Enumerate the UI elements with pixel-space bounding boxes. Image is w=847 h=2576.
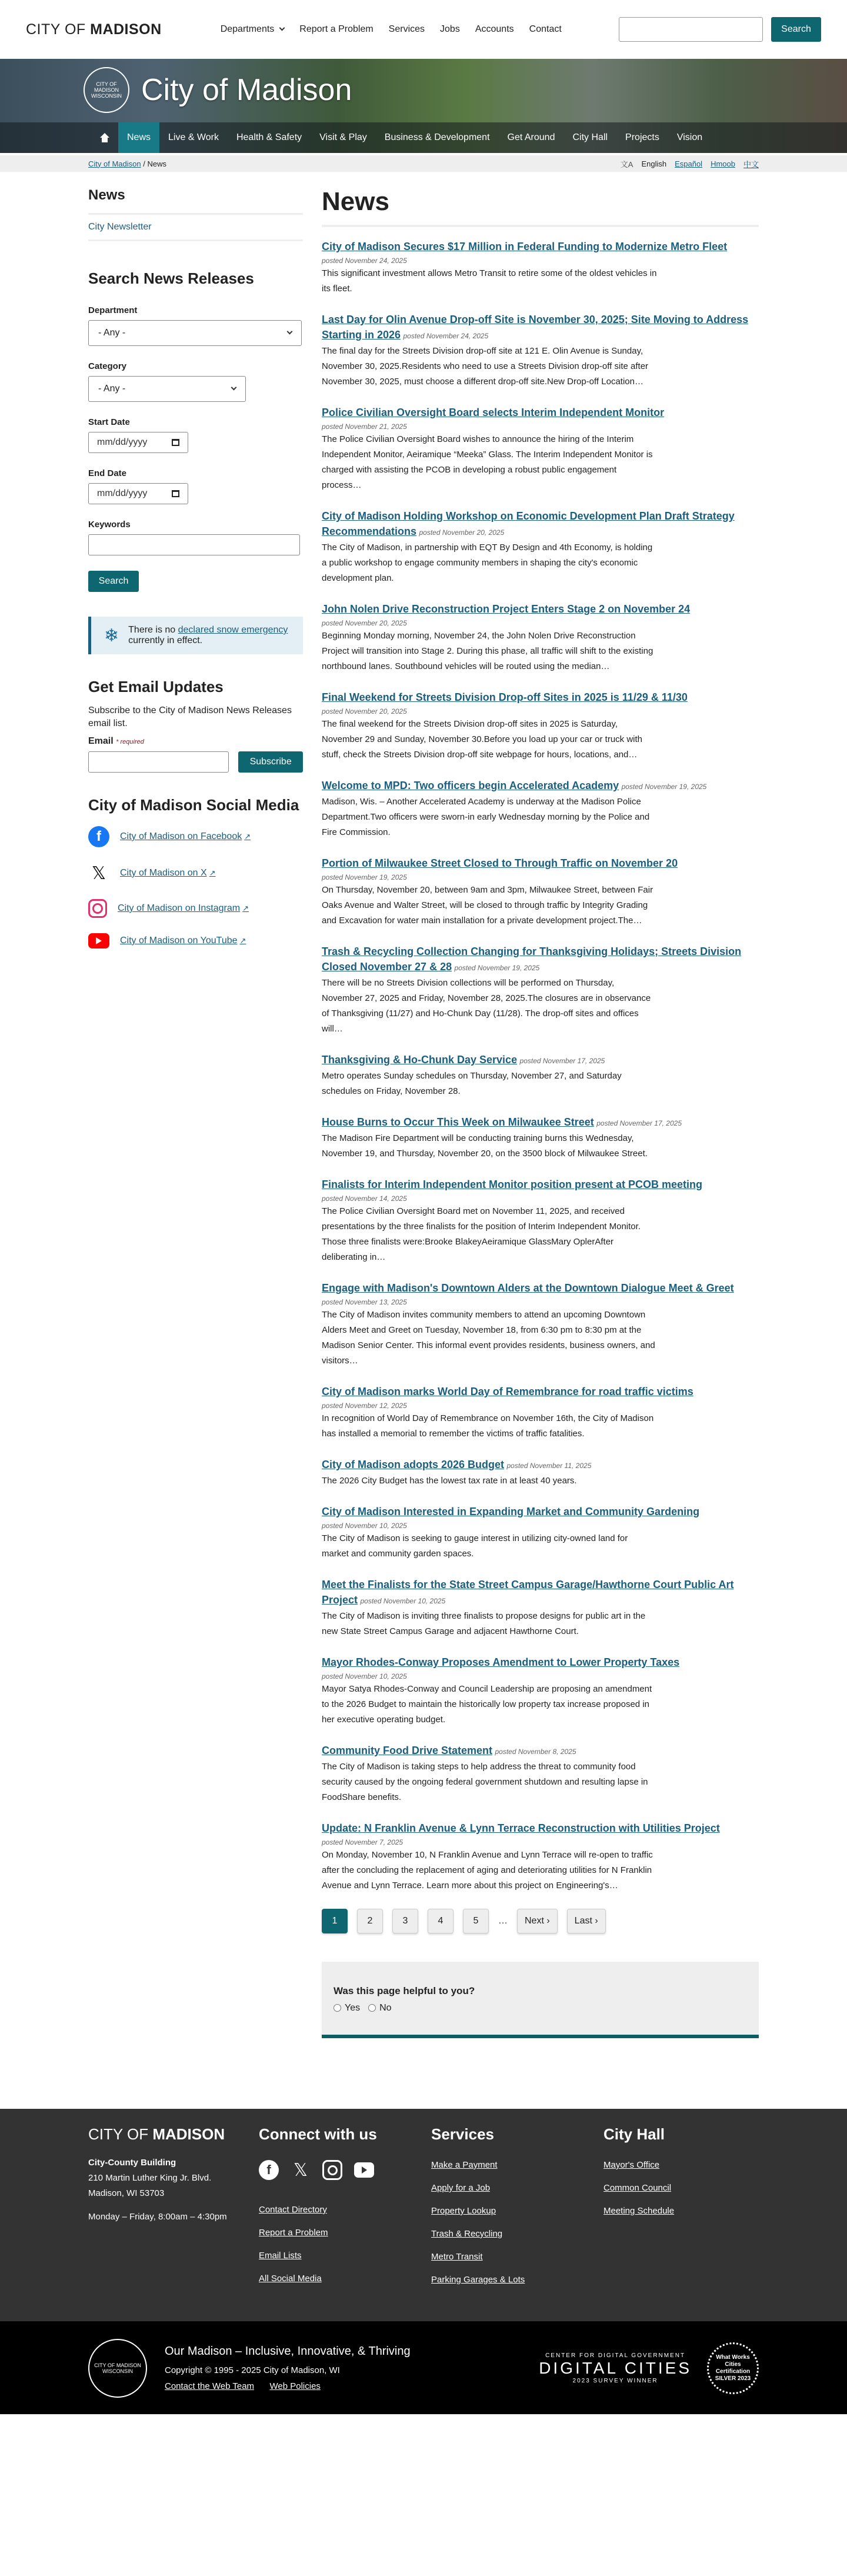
nav-get-around[interactable]: Get Around [507,132,555,142]
main-nav [0,122,847,153]
news-summary: The City of Madison invites community members to attend an upcoming Downtown Alders Meet and Greet on Tuesday, November 18, from 6:30 pm to 8:30 pm at the Madison Senior Center. This informal event provides residents, business owners, and visitors… [322,1310,655,1366]
footer-contact: CITY OF MADISON City-County Building 210 Martin Luther King Jr. Blvd. Madison, WI 53703 Monday – Friday, 8:00am – 4:30pm [88,2125,259,2298]
footer-link-property[interactable]: Property Lookup [431,2206,496,2216]
top-header [0,0,847,59]
what-works-cities-badge: What Works Cities Certification SILVER 2023 [707,2342,759,2394]
news-summary: The City of Madison is taking steps to help address the threat to community food security caused by the ongoing federal government shutdown and resulting lapse in FoodShare benefits. [322,1762,648,1802]
news-date: posted November 24, 2025 [403,332,489,340]
page-4[interactable]: 4 [428,1909,453,1933]
news-main [322,187,759,2109]
news-date: posted November 20, 2025 [322,619,407,627]
news-item [322,239,759,297]
footer-link-contact-directory[interactable]: Contact Directory [259,2205,327,2215]
nav-vision[interactable]: Vision [676,132,703,142]
footer-link-council[interactable]: Common Council [603,2183,672,2193]
news-date: posted November 17, 2025 [519,1057,605,1065]
nav-city-hall[interactable]: City Hall [572,132,608,142]
instagram-icon[interactable] [322,2160,342,2180]
footer-services: Services Make a Payment Apply for a Job Property Lookup Trash & Recycling Metro Transit Parking Garages & Lots [431,2125,603,2298]
news-summary: The 2026 City Budget has the lowest tax rate in at least 40 years. [322,1476,577,1486]
nav-live-work[interactable]: Live & Work [168,132,219,142]
youtube-icon [88,933,109,948]
chevron-down-icon [287,328,293,334]
instagram-icon [88,899,107,918]
site-search-button[interactable]: Search [771,17,821,42]
footer-connect: Connect with us f 𝕏 Contact Directory Report a Problem Email Lists All Social Media [259,2125,431,2298]
category-select[interactable]: - Any - [88,376,246,402]
footer-city-hall: City Hall Mayor's Office Common Council Meeting Schedule [603,2125,675,2216]
x-icon[interactable]: 𝕏 [293,2160,308,2180]
top-nav [221,24,562,35]
awards [539,2342,759,2394]
news-date: posted November 24, 2025 [322,257,407,265]
footer-link-mayor[interactable]: Mayor's Office [603,2160,660,2170]
news-item [322,1114,759,1161]
news-date: posted November 20, 2025 [322,707,407,715]
breadcrumb-current: News [147,159,166,168]
radio-icon [334,2004,341,2012]
footer-link-parking[interactable]: Parking Garages & Lots [431,2275,525,2285]
page-5[interactable]: 5 [463,1909,489,1933]
next-page-button[interactable]: Next › [517,1909,558,1933]
news-item [322,601,759,674]
facebook-icon: f [88,826,109,847]
feedback-box: Was this page helpful to you? Yes No [322,1962,759,2038]
news-summary: The final weekend for the Streets Division drop-off sites in 2025 is Saturday, November 29 and Sunday, November 30.Before you load up your car or truck with stuff, check the Streets Division drop-off site webpage for hours, locations, and… [322,719,643,760]
contact-web-team-link[interactable]: Contact the Web Team [165,2381,255,2391]
news-date: posted November 10, 2025 [360,1597,446,1605]
snowflake-icon: ❄ [104,625,119,645]
news-item [322,1177,759,1265]
page-1[interactable]: 1 [322,1909,348,1933]
feedback-no[interactable]: No [368,2003,391,2013]
news-summary: The Police Civilian Oversight Board wishes to announce the hiring of the Interim Independent Monitor, Aeiramique “Meeka” Glass. The Interim Independent Monitor is charged with assisting the PCOB in developing a robust public engagement process… [322,434,653,490]
nav-visit-play[interactable]: Visit & Play [319,132,367,142]
news-summary: This significant investment allows Metro Transit to retire some of the oldest vehicles in its fleet. [322,268,657,294]
news-item [322,1384,759,1442]
external-link-icon: ↗ [209,868,216,877]
sidebar-link-newsletter[interactable]: City Newsletter [88,222,152,232]
news-summary: In recognition of World Day of Remembrance on November 16th, the City of Madison has installed a memorial to remember the victims of traffic fatalities. [322,1413,654,1439]
news-summary: Beginning Monday morning, November 24, the John Nolen Drive Reconstruction Project will transition into Stage 2. During this phase, all traffic will shift to the existing northbound lanes. Southbound vehicles will be routed using the median… [322,631,653,671]
pagination [322,1909,759,1933]
youtube-icon[interactable] [354,2162,374,2178]
news-date: posted November 19, 2025 [621,783,707,791]
external-link-icon: ↗ [244,832,251,841]
translate-icon: 文A [620,159,633,169]
news-item [322,1457,759,1489]
news-item [322,1743,759,1805]
news-summary: On Thursday, November 20, between 9am and 3pm, Milwaukee Street, between Fair Oaks Avenue and Walter Street, will be closed to through traffic by Integrity Grading and Excavation for water main installation for a private development project.The… [322,885,653,926]
nav-departments[interactable]: Departments [221,24,285,35]
breadcrumb: City of Madison / News [88,159,166,168]
news-title-link[interactable]: Portion of Milwaukee Street Closed to Through Traffic on November 20 [322,857,678,869]
news-title-link[interactable]: City of Madison adopts 2026 Budget [322,1459,505,1470]
breadcrumb-home[interactable]: City of Madison [88,159,141,168]
nav-health-safety[interactable]: Health & Safety [236,132,302,142]
last-page-button[interactable]: Last › [567,1909,606,1933]
lang-chinese[interactable]: 中文 [743,159,759,169]
x-icon: 𝕏 [91,863,106,883]
email-input[interactable] [88,751,229,773]
snow-emergency-notice: ❄ There is no declared snow emergency currently in effect. [88,617,303,654]
news-title-link[interactable]: Final Weekend for Streets Division Drop-off Sites in 2025 is 11/29 & 11/30 [322,691,688,703]
feedback-yes[interactable]: Yes [334,2003,360,2013]
news-item [322,1655,759,1728]
news-item [322,405,759,493]
news-title-link[interactable]: City of Madison Secures $17 Million in Federal Funding to Modernize Metro Fleet [322,241,728,252]
start-date-input[interactable]: mm/dd/yyyy [88,432,188,453]
external-link-icon: ↗ [239,936,246,945]
footer-link-payment[interactable]: Make a Payment [431,2160,498,2170]
language-switcher [621,158,759,169]
lang-espanol[interactable]: Español [675,159,703,168]
news-date: posted November 10, 2025 [322,1672,407,1680]
news-title-link[interactable]: Community Food Drive Statement [322,1745,493,1756]
news-summary: Madison, Wis. – Another Accelerated Academy is underway at the Madison Police Department.Two officers were sworn-in early Wednesday morning by the Police and Fire Commission. [322,797,650,837]
calendar-icon[interactable] [172,490,179,497]
snow-emergency-link[interactable]: declared snow emergency [178,625,288,635]
radio-icon [368,2004,376,2012]
news-summary: The City of Madison, in partnership with EQT By Design and 4th Economy, is holding a public workshop to engage community members in shaping the city's economic development plan. [322,543,653,583]
news-item [322,1577,759,1639]
news-summary: There will be no Streets Division collections will be performed on Thursday, November 27, 2025 and Friday, November 28, 2025.The closures are in observance of Thanksgiving (11/27) and Ho-Chunk Day (11/28). The drop-off sites and offices will… [322,978,651,1034]
search-news-title: Search News Releases [88,269,254,287]
bottom-bar: CITY OF MADISON WISCONSIN Our Madison – Inclusive, Innovative, & Thriving Copyright © 1995 - 2025 City of Madison, WI Contact the Web Team Web Policies CENTER FOR DIGITAL GOVERNMENT DIGITAL CITIES 2023 SURVEY WINNER What Works Cities Certification SILVER 2023 [0,2321,847,2414]
nav-news[interactable]: News [118,122,159,153]
calendar-icon[interactable] [172,439,179,446]
news-date: posted November 14, 2025 [322,1194,407,1203]
news-date: posted November 17, 2025 [596,1119,682,1127]
news-summary: The final day for the Streets Division drop-off site at 121 E. Olin Avenue is Sunday, November 30, 2025.Residents who need to use a Streets Division drop-off site after November 30, 2025, must choose a different drop-off site.New Drop-off Location… [322,346,649,387]
news-date: posted November 21, 2025 [322,422,407,431]
social-link-instagram[interactable]: City of Madison on Instagram ↗ [118,903,249,913]
footer-link-report-problem[interactable]: Report a Problem [259,2228,328,2238]
news-title-link[interactable]: Police Civilian Oversight Board selects Interim Independent Monitor [322,407,665,418]
news-title-link[interactable]: Finalists for Interim Independent Monitor position present at PCOB meeting [322,1179,703,1190]
sidebar: News City Newsletter Search News Releases Department - Any - Category - Any - Start Date mm/dd/yyyy End Date mm/dd/yyyy Keywords Search ❄ There is no declared snow emergency currently in effect. Get Email Updates Subscribe to the City of Madison News Releases email list. Email * required Subscribe City of Madison Social Media f City of Madison on Facebook ↗ 𝕏 City of Madison on X ↗ City of Madison on Instagram ↗ City of Madison on YouTube ↗ [88,187,303,2109]
news-summary: The Madison Fire Department will be conducting training burns this Wednesday, November 19, and Thursday, November 20, on the 3500 block of Milwaukee Street. [322,1133,648,1159]
news-title-link[interactable]: Update: N Franklin Avenue & Lynn Terrace Reconstruction with Utilities Project [322,1822,720,1834]
social-media: City of Madison Social Media f City of Madison on Facebook ↗ 𝕏 City of Madison on X ↗ City of Madison on Instagram ↗ City of Madison on YouTube ↗ [88,796,303,948]
lang-english: English [641,159,667,168]
nav-projects[interactable]: Projects [625,132,659,142]
sidebar-title: News [88,187,125,203]
news-summary: Mayor Satya Rhodes-Conway and Council Leadership are proposing an amendment to the 2026 Budget to maintain the historically low property tax increase proposed in her executive operating budget. [322,1684,652,1725]
news-title-link[interactable]: Meet the Finalists for the State Street Campus Garage/Hawthorne Court Public Art Project [322,1579,734,1606]
news-item [322,690,759,763]
news-search-button[interactable]: Search [88,571,139,592]
nav-home[interactable] [91,122,118,153]
news-date: posted November 7, 2025 [322,1838,404,1846]
department-select[interactable]: - Any - [88,320,302,346]
breadcrumb-bar [0,153,847,172]
news-title-link[interactable]: Last Day for Olin Avenue Drop-off Site is November 30, 2025; Site Moving to Address Starting in 2026 [322,314,749,341]
keywords-input[interactable] [88,534,300,555]
city-seal-icon: CITY OF MADISON WISCONSIN [84,67,129,113]
city-logo[interactable]: CITY OF MADISON [26,21,162,38]
news-summary: The City of Madison is seeking to gauge interest in utilizing city-owned land for market and community garden spaces. [322,1533,628,1559]
subscribe-button[interactable]: Subscribe [238,751,303,773]
hero-title: City of Madison [141,73,352,107]
news-item [322,508,759,586]
social-link-x[interactable]: City of Madison on X ↗ [120,868,216,878]
news-item [322,1820,759,1893]
news-item [322,856,759,928]
page-2[interactable]: 2 [357,1909,383,1933]
news-date: posted November 20, 2025 [419,528,505,537]
nav-business-development[interactable]: Business & Development [384,132,490,142]
news-date: posted November 19, 2025 [322,873,407,881]
site-search-input[interactable] [619,17,763,42]
lang-hmoob[interactable]: Hmoob [711,159,735,168]
news-title-link[interactable]: John Nolen Drive Reconstruction Project Enters Stage 2 on November 24 [322,603,691,615]
news-title-link[interactable]: Engage with Madison's Downtown Alders at the Downtown Dialogue Meet & Greet [322,1282,734,1294]
news-date: posted November 19, 2025 [454,964,540,972]
footer-logo: CITY OF MADISON [88,2125,225,2143]
news-item [322,1504,759,1562]
news-title-link[interactable]: House Burns to Occur This Week on Milwaukee Street [322,1116,594,1128]
city-seal-icon: CITY OF MADISON WISCONSIN [88,2339,147,2398]
footer-link-email-lists[interactable]: Email Lists [259,2251,302,2261]
news-title-link[interactable]: City of Madison Interested in Expanding Market and Community Gardening [322,1506,700,1517]
footer-link-metro[interactable]: Metro Transit [431,2252,483,2262]
nav-accounts[interactable]: Accounts [475,24,514,34]
hero-banner [0,59,847,153]
news-title-link[interactable]: Thanksgiving & Ho-Chunk Day Service [322,1054,518,1066]
web-policies-link[interactable]: Web Policies [269,2381,321,2391]
page-3[interactable]: 3 [392,1909,418,1933]
news-title-link[interactable]: City of Madison Holding Workshop on Economic Development Plan Draft Strategy Recommendations [322,510,735,537]
news-date: posted November 12, 2025 [322,1402,407,1410]
news-summary: The Police Civilian Oversight Board met on November 11, 2025, and received presentations by the three finalists for the position of Interim Independent Monitor. Those three finalists were:Brooke BlakeyAeiramique GlassMary OplerAfter deliberating in… [322,1206,641,1262]
news-item [322,312,759,390]
social-link-facebook[interactable]: City of Madison on Facebook ↗ [120,831,251,841]
home-icon [100,133,109,142]
footer-link-trash[interactable]: Trash & Recycling [431,2229,503,2239]
end-date-input[interactable]: mm/dd/yyyy [88,483,188,504]
nav-jobs[interactable]: Jobs [440,24,460,34]
news-item [322,1052,759,1099]
news-date: posted November 10, 2025 [322,1522,407,1530]
news-summary: On Monday, November 10, N Franklin Avenue and Lynn Terrace will re-open to traffic after the concluding the replacement of aging and deteriorating utilities for N Franklin Avenue and Lynn Terrace. Learn more about this project on Engineering's… [322,1850,653,1891]
nav-contact[interactable]: Contact [529,24,562,34]
news-list [322,239,759,1893]
news-title-link[interactable]: Welcome to MPD: Two officers begin Accelerated Academy [322,780,619,791]
news-item [322,944,759,1037]
news-date: posted November 13, 2025 [322,1298,407,1306]
news-item [322,778,759,840]
nav-services[interactable]: Services [388,24,425,34]
social-link-youtube[interactable]: City of Madison on YouTube ↗ [120,936,246,946]
footer [0,2109,847,2321]
chevron-down-icon [279,25,285,31]
email-updates: Get Email Updates Subscribe to the City of Madison News Releases email list. Email * required Subscribe [88,678,303,773]
news-item [322,1280,759,1369]
facebook-icon[interactable]: f [259,2160,279,2180]
news-title-link[interactable]: Mayor Rhodes-Conway Proposes Amendment to Lower Property Taxes [322,1656,680,1668]
page-title: News [322,187,759,227]
footer-link-meetings[interactable]: Meeting Schedule [603,2206,675,2216]
news-title-link[interactable]: City of Madison marks World Day of Remembrance for road traffic victims [322,1386,693,1397]
site-search [619,17,821,42]
news-date: posted November 11, 2025 [506,1462,592,1470]
pagination-ellipsis: … [498,1916,508,1926]
footer-link-all-social[interactable]: All Social Media [259,2274,322,2284]
news-title-link[interactable]: Trash & Recycling Collection Changing for Thanksgiving Holidays; Streets Division Closed November 27 & 28 [322,946,742,973]
footer-link-apply-job[interactable]: Apply for a Job [431,2183,491,2193]
news-summary: The City of Madison is inviting three finalists to propose designs for public art in the new State Street Campus Garage and adjacent Hawthorne Court. [322,1611,646,1636]
chevron-down-icon [231,384,237,390]
news-summary: Metro operates Sunday schedules on Thursday, November 27, and Saturday schedules on Friday, November 28. [322,1071,622,1096]
news-date: posted November 8, 2025 [495,1748,576,1756]
external-link-icon: ↗ [242,904,249,913]
digital-cities-award: CENTER FOR DIGITAL GOVERNMENT DIGITAL CITIES 2023 SURVEY WINNER [539,2352,692,2384]
nav-report-problem[interactable]: Report a Problem [299,24,374,34]
